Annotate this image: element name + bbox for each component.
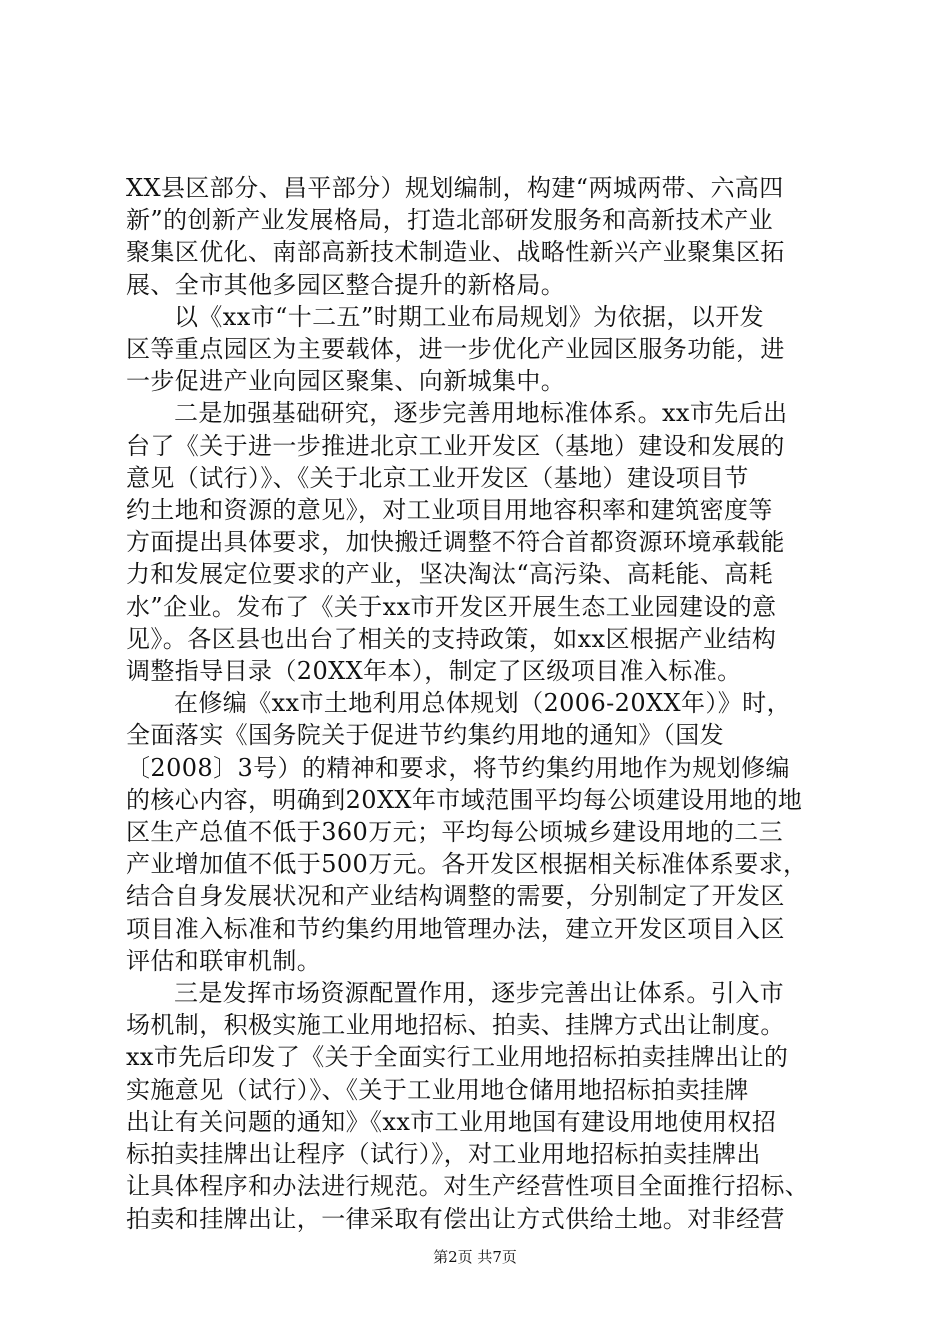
text-line: 标拍卖挂牌出让程序（试行）》，对工业用地招标拍卖挂牌出 (126, 1140, 761, 1169)
text-line: XX县区部分、昌平部分）规划编制，构建“两城两带、六高四 (126, 174, 784, 202)
text-line: 见》。各区县也出台了相关的支持政策，如xx区根据产业结构 (126, 624, 777, 653)
text-line: 实施意见（试行）》、《关于工业用地仓储用地招标拍卖挂牌 (126, 1075, 749, 1104)
text-line: 聚集区优化、南部高新技术制造业、战略性新兴产业聚集区拓 (126, 238, 785, 267)
text-line: 项目准入标准和节约集约用地管理办法，建立开发区项目入区 (126, 914, 785, 943)
paragraph-first-line: 在修编《xx市土地利用总体规划（2006-20XX年）》时， (174, 689, 791, 718)
text-line: 方面提出具体要求，加快搬迁调整不符合首都资源环境承载能 (126, 528, 785, 557)
text-line: 力和发展定位要求的产业，坚决淘汰“高污染、高耗能、高耗 (126, 560, 774, 589)
text-line: 全面落实《国务院关于促进节约集约用地的通知》（国发 (126, 721, 724, 750)
text-line: 出让有关问题的通知》《xx市工业用地国有建设用地使用权招 (126, 1107, 777, 1136)
text-line: 产业增加值不低于500万元。各开发区根据相关标准体系要求， (126, 850, 808, 879)
paragraph-first-line: 以《xx市“十二五”时期工业布局规划》为依据，以开发 (174, 302, 765, 331)
text-line: 〔2008〕3号）的精神和要求，将节约集约用地作为规划修编 (126, 753, 790, 782)
text-line: 展、全市其他多园区整合提升的新格局。 (126, 270, 566, 299)
text-line: 的核心内容，明确到20XX年市域范围平均每公顷建设用地的地 (126, 785, 803, 814)
document-body (126, 172, 846, 1235)
text-line: 约土地和资源的意见》，对工业项目用地容积率和建筑密度等 (126, 496, 773, 525)
text-line: 结合自身发展状况和产业结构调整的需要，分别制定了开发区 (126, 882, 785, 911)
paragraph-first-line: 三是发挥市场资源配置作用，逐步完善出让体系。引入市 (174, 979, 784, 1008)
text-line: 区等重点园区为主要载体，进一步优化产业园区服务功能，进 (126, 335, 785, 364)
text-line: 区生产总值不低于360万元；平均每公顷城乡建设用地的二三 (126, 818, 784, 847)
paragraph-first-line: 二是加强基础研究，逐步完善用地标准体系。xx市先后出 (174, 399, 788, 428)
text-line: 让具体程序和办法进行规范。对生产经营性项目全面推行招标、 (126, 1172, 810, 1201)
text-line: 意见（试行）》、《关于北京工业开发区（基地）建设项目节 (126, 463, 749, 492)
text-line: xx市先后印发了《关于全面实行工业用地招标拍卖挂牌出让的 (126, 1043, 789, 1072)
text-line: 新”的创新产业发展格局，打造北部研发服务和高新技术产业 (126, 206, 774, 235)
page-number-footer: 第2页 共7页 (433, 1248, 517, 1266)
text-line: 评估和联审机制。 (126, 946, 322, 975)
text-line: 台了《关于进一步推进北京工业开发区（基地）建设和发展的 (126, 431, 785, 460)
text-line: 拍卖和挂牌出让，一律采取有偿出让方式供给土地。对非经营 (126, 1204, 785, 1233)
text-line: 调整指导目录（20XX年本），制定了区级项目准入标准。 (126, 657, 742, 686)
text-line: 水”企业。发布了《关于xx市开发区开展生态工业园建设的意 (126, 592, 777, 621)
text-line: 一步促进产业向园区聚集、向新城集中。 (126, 367, 566, 396)
text-line: 场机制，积极实施工业用地招标、拍卖、挂牌方式出让制度。 (126, 1011, 785, 1040)
